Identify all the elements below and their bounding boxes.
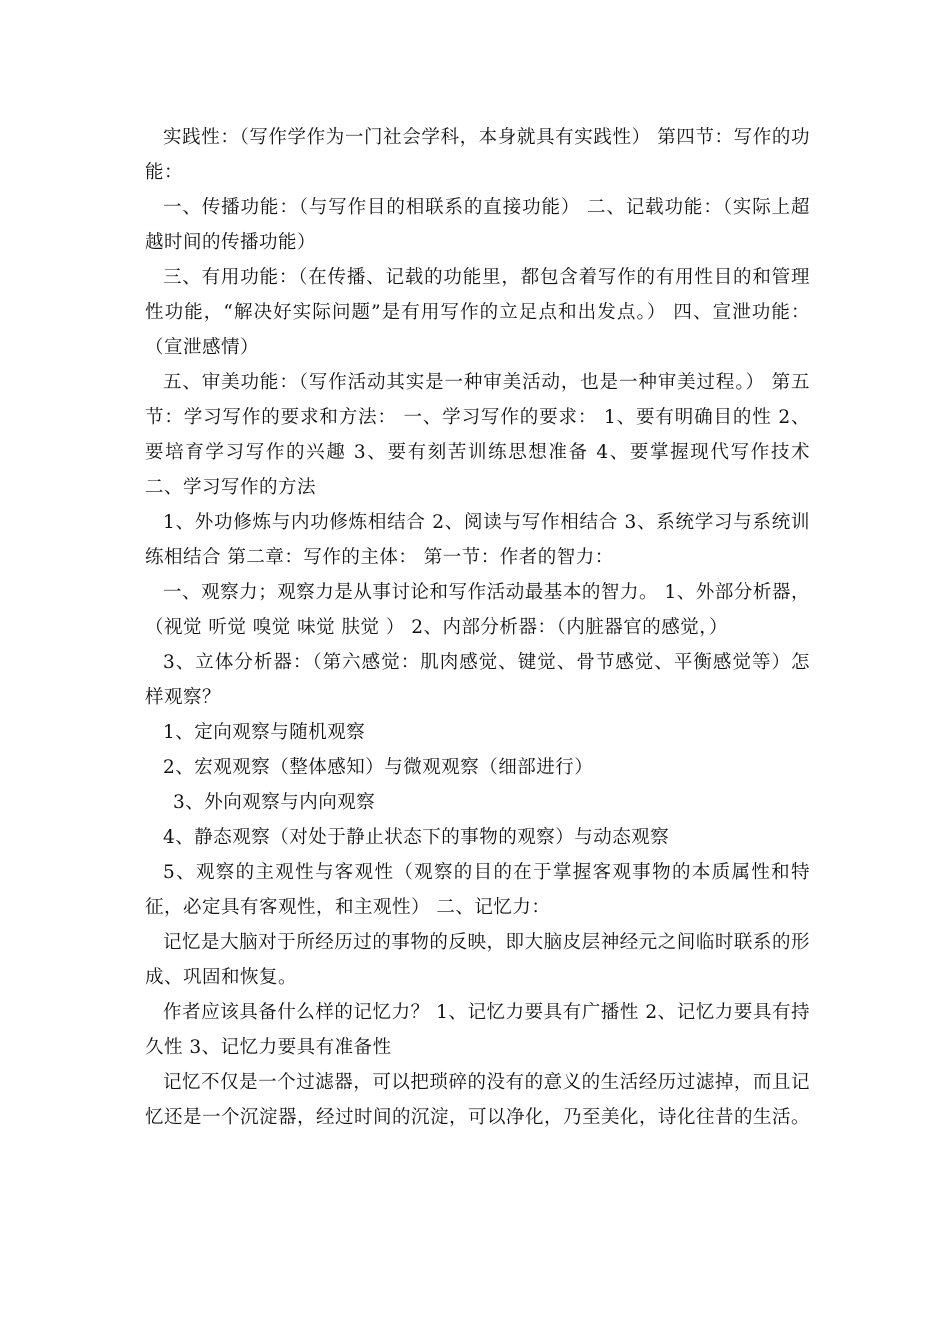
paragraph-observe-5: 5、观察的主观性与客观性（观察的目的在于掌握客观事物的本质属性和特征，必定具有客观性，和主观性） 二、记忆力： xyxy=(145,862,810,918)
paragraph-memory-filter: 记忆不仅是一个过滤器，可以把琐碎的没有的意义的生活经历过滤掉，而且记忆还是一个沉淀器，经过时间的沉淀，可以净化，乃至美化，诗化往昔的生活。 xyxy=(145,1072,811,1128)
paragraph-aesthetic-function: 五、审美功能：（写作活动其实是一种审美活动，也是一种审美过程。） 第五节：学习写作的要求和方法： 一、学习写作的要求： 1、要有明确目的性 2、要培育学习写作的兴趣 3、要有刻苦训练思想准备 4、要掌握现代写作技术 二、学习写作的方法 xyxy=(145,372,810,498)
paragraph-observe-1: 1、定向观察与随机观察 xyxy=(163,722,366,743)
paragraph-memory-requirements: 作者应该具备什么样的记忆力？ 1、记忆力要具有广播性 2、记忆力要具有持久性 3、记忆力要具有准备性 xyxy=(145,1002,810,1058)
paragraph-observe-4: 4、静态观察（对处于静止状态下的事物的观察）与动态观察 xyxy=(163,827,670,848)
paragraph-spread-record: 一、传播功能：（与写作目的相联系的直接功能） 二、记载功能：（实际上超越时间的传播功能） xyxy=(145,197,810,253)
paragraph-useful-function: 三、有用功能：（在传播、记载的功能里，都包含着写作的有用性目的和管理性功能，“解决好实际问题”是有用写作的立足点和出发点。） 四、宣泄功能：（宣泄感情） xyxy=(145,267,810,358)
document-body xyxy=(145,120,810,1135)
paragraph-learning-methods: 1、外功修炼与内功修炼相结合 2、阅读与写作相结合 3、系统学习与系统训练相结合 第二章：写作的主体： 第一节：作者的智力： xyxy=(145,512,810,568)
paragraph-observe-2: 2、宏观观察（整体感知）与微观观察（细部进行） xyxy=(163,757,594,778)
paragraph-observe-3: 3、外向观察与内向观察 xyxy=(173,792,376,813)
paragraph-practicality: 实践性：（写作学作为一门社会学科，本身就具有实践性） 第四节：写作的功能： xyxy=(145,127,810,183)
paragraph-memory-definition: 记忆是大脑对于所经历过的事物的反映，即大脑皮层神经元之间临时联系的形成、巩固和恢复。 xyxy=(145,932,810,988)
paragraph-observation: 一、观察力；观察力是从事讨论和写作活动最基本的智力。 1、外部分析器，（视觉 听觉 嗅觉 味觉 肤觉 ） 2、内部分析器：（内脏器官的感觉，） xyxy=(145,582,810,638)
paragraph-stereo-analyzer: 3、立体分析器：（第六感觉：肌肉感觉、键觉、骨节感觉、平衡感觉等）怎样观察？ xyxy=(145,652,810,708)
